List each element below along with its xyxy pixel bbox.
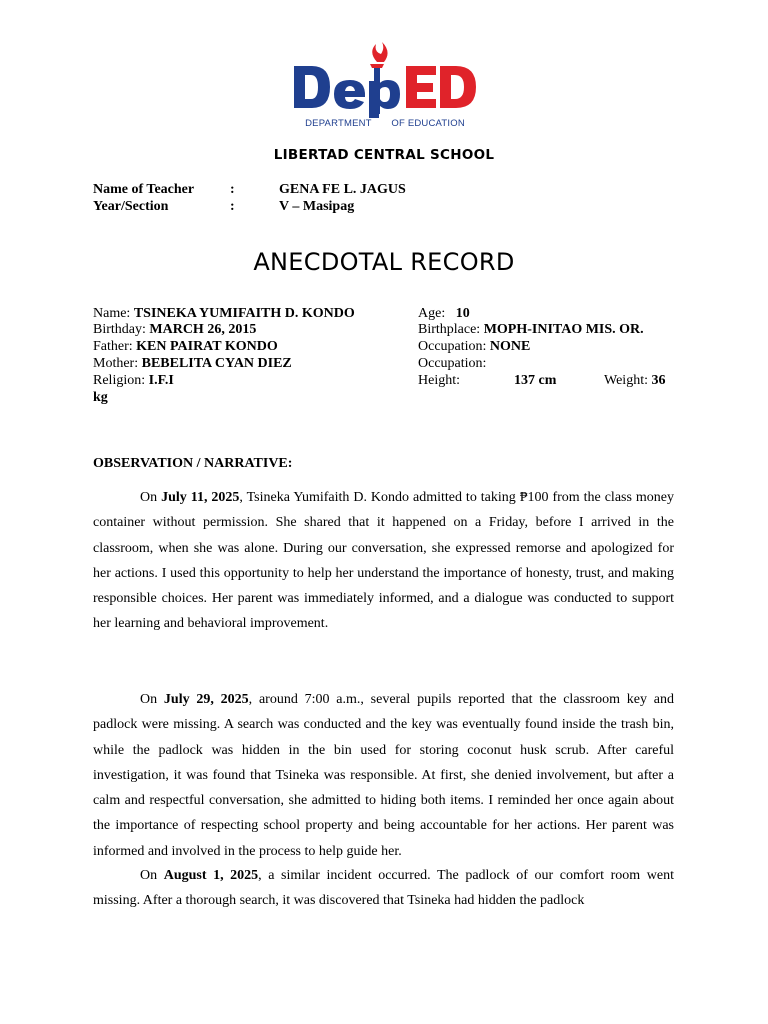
narrative-paragraph-3 — [93, 863, 674, 914]
student-name-field — [93, 306, 355, 322]
age-label: Age: — [418, 306, 446, 321]
birthplace-label: Birthplace: — [418, 322, 481, 337]
mother-occupation-field — [418, 356, 486, 372]
logo-tagline-right: OF EDUCATION — [391, 118, 465, 129]
mother-occupation-label: Occupation: — [418, 356, 487, 371]
birthplace-field — [418, 322, 644, 338]
father-occupation-label: Occupation: — [418, 339, 487, 354]
father-occupation-value: NONE — [489, 339, 531, 354]
age-field — [418, 306, 470, 322]
teacher-label: Name of Teacher — [93, 182, 195, 197]
weight-unit-field — [93, 390, 108, 406]
narrative-paragraph-1 — [93, 485, 674, 637]
height-label-field — [418, 373, 460, 389]
teacher-colon: : — [230, 182, 235, 197]
deped-logo — [290, 42, 480, 134]
deped-logo-graphic — [290, 42, 480, 118]
weight-label: Weight: — [604, 373, 648, 388]
name-label: Name: — [93, 306, 131, 321]
religion-field — [93, 373, 174, 389]
teacher-value: GENA FE L. JAGUS — [279, 182, 406, 197]
p1-date: July 11, 2025 — [161, 490, 240, 505]
mother-label: Mother: — [93, 356, 139, 371]
height-value-field — [514, 373, 556, 389]
p2-date: July 29, 2025 — [163, 692, 249, 707]
logo-tagline — [290, 118, 480, 129]
father-label: Father: — [93, 339, 133, 354]
student-name: TSINEKA YUMIFAITH D. KONDO — [133, 306, 355, 321]
religion-value: I.F.I — [148, 373, 174, 388]
logo-tagline-left: DEPARTMENT — [305, 118, 372, 129]
father-occupation-field — [418, 339, 530, 355]
p1-pre: On — [140, 490, 162, 505]
birthplace-value: MOPH-INITAO MIS. OR. — [483, 322, 644, 337]
p3-text: , a similar incident occurred. The padlock of our comfort room went missing. After a thorough search, it was discovered that Tsineka had hidden the padlock — [93, 868, 674, 909]
section-label: Year/Section — [93, 199, 169, 214]
birthday-label: Birthday: — [93, 322, 146, 337]
height-label: Height: — [418, 373, 460, 388]
weight-field — [604, 373, 665, 389]
father-value: KEN PAIRAT KONDO — [136, 339, 278, 354]
section-value: V – Masipag — [279, 199, 355, 214]
father-field — [93, 339, 278, 355]
birthday-field — [93, 322, 256, 338]
record-title: ANECDOTAL RECORD — [253, 248, 515, 276]
narrative-paragraph-2 — [93, 687, 674, 864]
section-colon: : — [230, 199, 235, 214]
p2-text: , around 7:00 a.m., several pupils reported that the classroom key and padlock were missing. A search was conducted and the key was eventually found inside the trash bin, while the padlock was hidden in the bin used for storing coconut husk scrub. After careful investigation, it was found that Tsineka was responsible. At first, she denied involvement, but after a calm and respectful conversation, she admitted to hiding both items. I reminded her once again about the importance of respecting school property and being accountable for her actions. Her parent was informed and involved in the process to help guide her. — [93, 692, 674, 859]
weight-unit: kg — [93, 390, 108, 405]
height-value: 137 cm — [514, 373, 557, 388]
observation-heading: OBSERVATION / NARRATIVE: — [93, 456, 293, 471]
p3-pre: On — [140, 868, 164, 883]
religion-label: Religion: — [93, 373, 146, 388]
p3-date: August 1, 2025 — [163, 868, 259, 883]
mother-field — [93, 356, 292, 372]
p2-pre: On — [140, 692, 164, 707]
birthday-value: MARCH 26, 2015 — [149, 322, 257, 337]
age-value: 10 — [455, 306, 470, 321]
p1-text: , Tsineka Yumifaith D. Kondo admitted to taking ₱100 from the class money container without permission. She shared that it happened on a Friday, before I arrived in the classroom, when she was alone. During our conversation, she expressed remorse and apologized for her actions. I used this opportunity to help her understand the importance of honesty, trust, and making responsible choices. Her parent was immediately informed, and a dialogue was conducted to support her learning and behavioral improvement. — [93, 490, 674, 632]
weight-value: 36 — [651, 373, 666, 388]
mother-value: BEBELITA CYAN DIEZ — [141, 356, 292, 371]
school-name: LIBERTAD CENTRAL SCHOOL — [273, 147, 495, 163]
